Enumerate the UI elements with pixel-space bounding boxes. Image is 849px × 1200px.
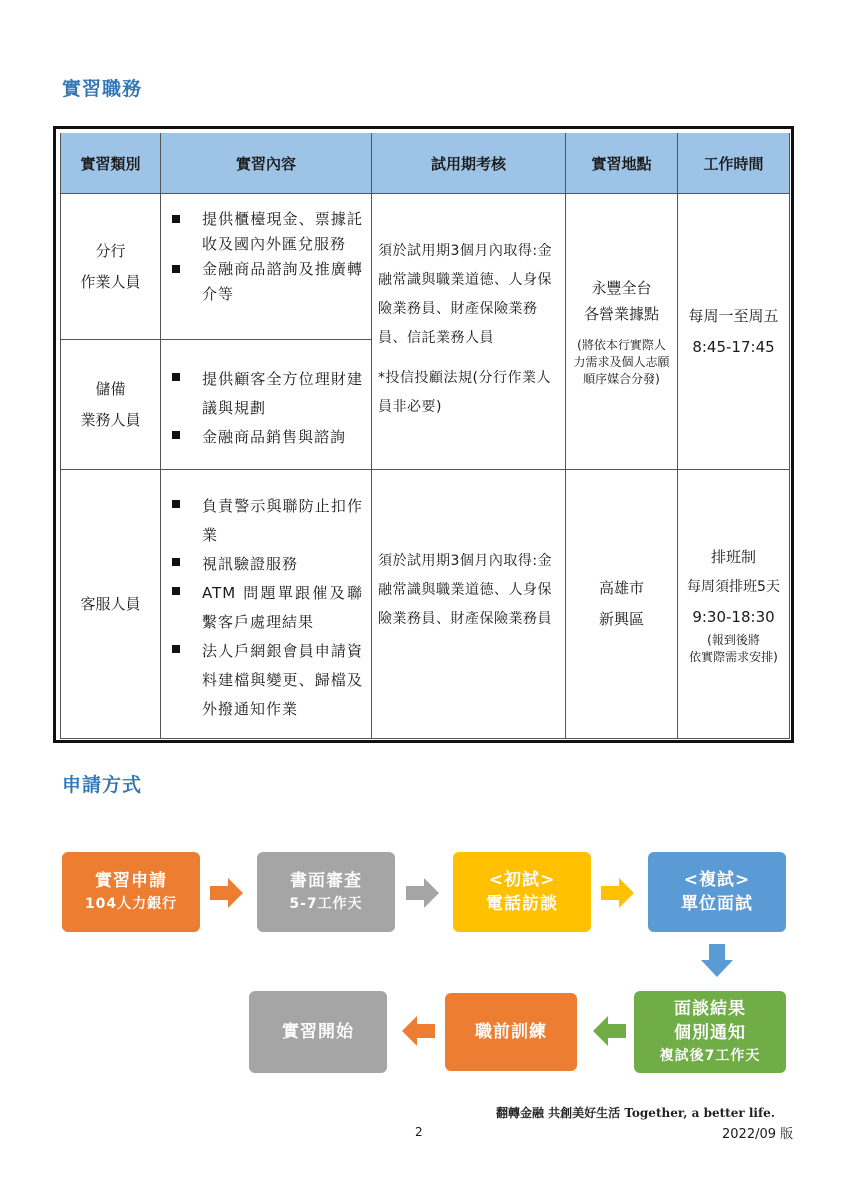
arrow-right-icon [210,876,244,910]
step-pretraining-line1: 職前訓練 [475,1022,547,1042]
arrow-left-icon [401,1014,435,1048]
eval-service: 須於試用期3個月內取得:金融常識與職業道德、人身保險業務員、財產保險業務員 [378,553,553,627]
eval-shared-text: 須於試用期3個月內取得:金融常識與職業道德、人身保險業務員、財產保險業務員、信託業務人員 [378,243,553,346]
list-item: ATM 問題單跟催及聯繫客戶處理結果 [161,579,363,637]
footer-slogan: 翻轉金融 共創美好生活 Together, a better life. [496,1106,775,1120]
header-content: 實習內容 [161,133,371,193]
step-apply [62,852,200,932]
category-branch-line2: 作業人員 [80,272,141,291]
step-review-line1: 書面審查 [290,871,362,891]
list-item: 金融商品諮詢及推廣轉介等 [161,257,363,307]
hours-shared-line1: 每周一至周五 [688,306,779,325]
list-item: 提供顧客全方位理財建議與規劃 [161,365,363,423]
step-result-notice [634,991,786,1073]
grid-line [371,133,372,738]
list-item: 負責警示與聯防止扣作業 [161,492,363,550]
header-hours: 工作時間 [678,133,789,193]
header-category: 實習類別 [61,133,160,193]
grid-line [60,738,790,739]
section-title-duties: 實習職務 [62,78,143,100]
header-location: 實習地點 [566,133,677,193]
arrow-right-icon [601,876,635,910]
content-branch [161,207,363,307]
step-phone-line2: 電話訪談 [486,894,558,914]
hours-service-note1: (報到後將 [707,633,760,647]
content-service [161,492,363,724]
version-label: 2022/09 版 [722,1127,794,1142]
content-reserve [161,365,363,452]
step-result-line3: 複試後7工作天 [659,1048,761,1064]
eval-shared-note: *投信投顧法規(分行作業人員非必要) [378,370,551,415]
location-service [566,470,677,738]
hours-shared-line2: 8:45-17:45 [692,337,775,356]
list-item: 提供櫃檯現金、票據託收及國內外匯兌服務 [161,207,363,257]
step-internship-start [249,991,387,1073]
category-branch-line1: 分行 [95,241,126,260]
section-title-apply: 申請方式 [62,774,143,796]
step-pretraining [445,993,577,1071]
grid-line [789,133,790,738]
step-unit-line1: <複試> [683,870,751,890]
step-review-line2: 5-7工作天 [289,896,363,912]
step-apply-line1: 實習申請 [95,871,167,891]
page-number: 2 [415,1125,423,1139]
category-service: 客服人員 [80,594,141,613]
hours-service-line2: 每周須排班5天 [687,579,780,595]
location-service-line2: 新興區 [598,610,644,628]
category-reserve [61,340,160,469]
step-apply-line2: 104人力銀行 [84,896,178,912]
step-phone-line1: <初試> [488,870,556,890]
hours-service [678,470,789,738]
hours-service-line1: 排班制 [710,548,756,566]
list-item: 視訊驗證服務 [161,550,363,579]
step-result-line1: 面談結果 [674,999,746,1019]
hours-shared [678,194,789,469]
eval-shared [378,237,560,422]
location-shared-line2: 各營業據點 [583,305,659,323]
header-evaluation: 試用期考核 [372,133,565,193]
arrow-left-icon [592,1014,626,1048]
step-result-line2: 個別通知 [674,1023,746,1043]
arrow-down-icon [700,944,734,978]
arrow-right-icon [406,876,440,910]
list-item: 金融商品銷售與諮詢 [161,423,363,452]
category-reserve-line1: 儲備 [95,379,126,398]
category-reserve-line2: 業務人員 [80,410,141,429]
location-shared-note: (將依本行實際人力需求及個人志願順序媒合分發) [573,338,670,386]
step-start-line1: 實習開始 [282,1022,354,1042]
hours-service-note2: 依實際需求安排) [689,650,778,664]
list-item: 法人戶網銀會員申請資料建檔與變更、歸檔及外撥通知作業 [161,637,363,724]
step-document-review [257,852,395,932]
location-shared-line1: 永豐全台 [591,279,652,297]
hours-service-line3: 9:30-18:30 [692,608,775,626]
category-branch [61,194,160,339]
location-service-line1: 高雄市 [598,579,644,597]
location-shared [566,194,677,469]
internship-table [53,126,794,743]
step-unit-interview [648,852,786,932]
step-phone-interview [453,852,591,932]
step-unit-line2: 單位面試 [681,894,753,914]
